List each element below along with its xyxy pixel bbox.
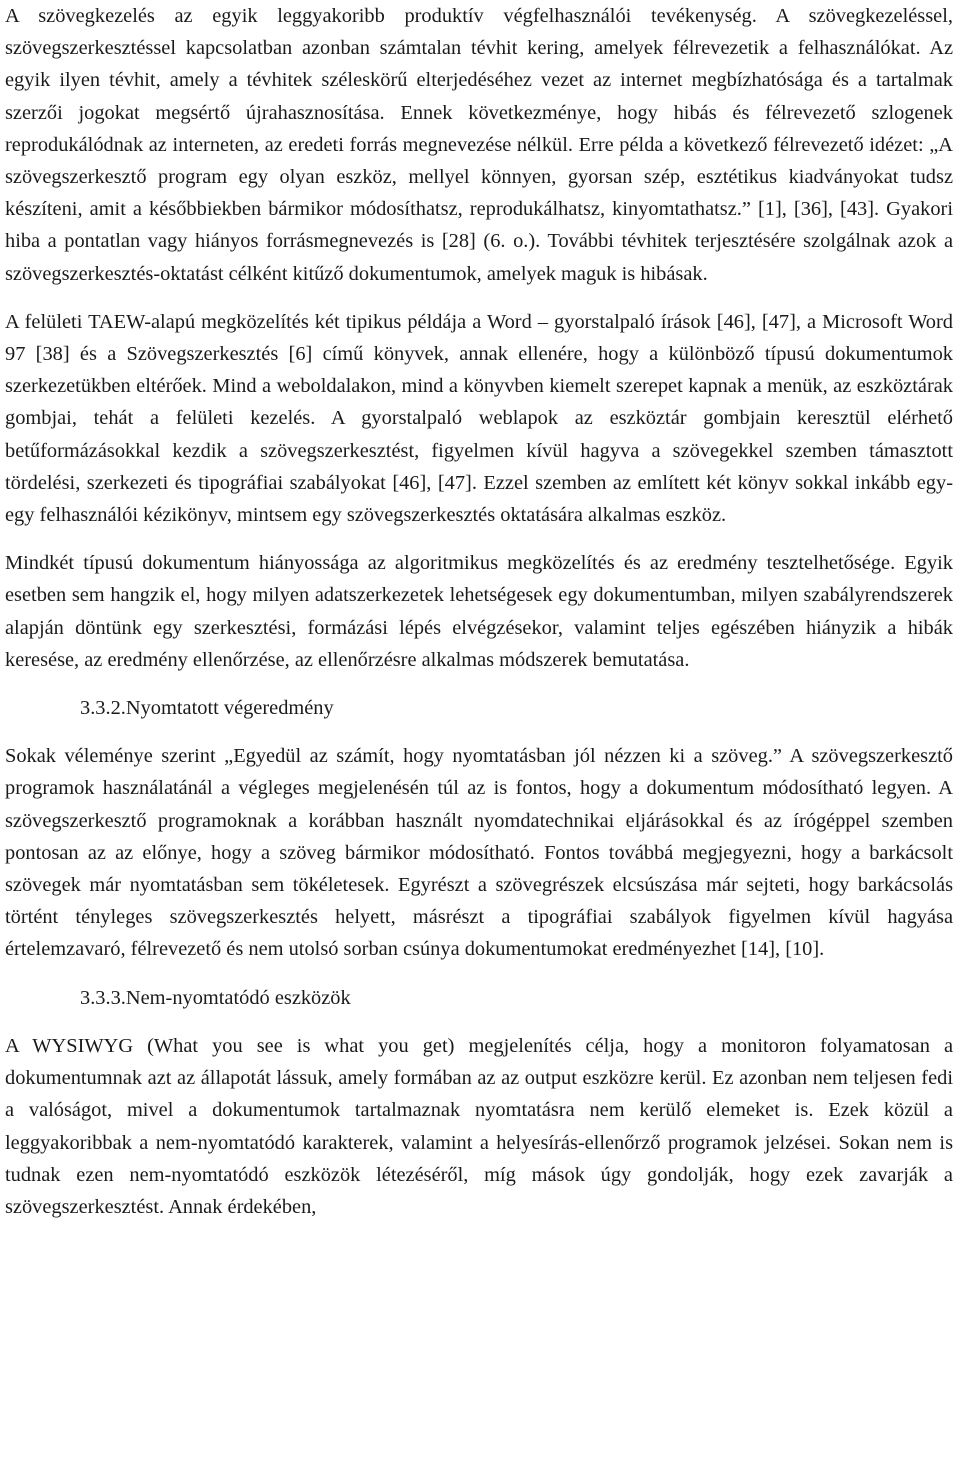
section-title: Nyomtatott végeredmény xyxy=(125,697,334,720)
paragraph-printed-result: Sokak véleménye szerint „Egyedül az számít, hogy nyomtatásban jól nézzen ki a szöveg.” A szövegszerkesztő programok használatánál a végleges megjelenésén túl az is fontos, hogy a dokumentum módosítható legyen. A szövegszerkesztő programoknak a korábban használt nyomdatechnikai eljárásokkal és az írógéppel szemben pontosan az az előnye, hogy a szöveg bármikor módosítható. Fontos továbbá megjegyezni, hogy a barkácsolt szövegek már nyomtatásban sem tökéletesek. Egyrészt a szövegrészek elcsúszása már sejteti, hogy barkácsolás történt tényleges szövegszerkesztés helyett, másrészt a tipográfiai szabályok figyelmen kívül hagyása értelemzavaró, félrevezető és nem utolsó sorban csúnya dokumentumokat eredményezhet [14], [10]. xyxy=(5,745,953,961)
section-number: 3.3.2. xyxy=(80,697,126,720)
paragraph-misconceptions: A szövegkezelés az egyik leggyakoribb produktív végfelhasználói tevékenység. A szövegkezeléssel, szövegszerkesztéssel kapcsolatban azonban számtalan tévhit kering, amelyek félrevezetik a felhasználókat. Az egyik ilyen tévhit, amely a tévhitek széleskörű elterjedéséhez vezet az internet megbízhatósága és a tartalmak szerzői jogokat megsértő újrahasznosítása. Ennek következménye, hogy hibás és félrevezető szlogenek reprodukálódnak az interneten, az eredeti forrás megnevezése nélkül. Erre példa a következő félrevezető idézet: „A szövegszerkesztő program egy olyan eszköz, mellyel könnyen, gyorsan szép, esztétikus kiadványokat tudsz készíteni, amit a későbbiekben bármikor módosíthatsz, reprodukálhatsz, kinyomtathatsz.” [1], [36], [43]. Gyakori hiba a pontatlan vagy hiányos forrásmegnevezés is [28] (6. o.). További tévhitek terjesztésére szolgálnak azok a szövegszerkesztés-oktatást célként kitűző dokumentumok, amelyek maguk is hibásak. xyxy=(5,5,953,285)
section-number: 3.3.3. xyxy=(80,986,126,1009)
section-heading-printed-result xyxy=(5,692,960,724)
paragraph-taew-approach: A felületi TAEW-alapú megközelítés két tipikus példája a Word – gyorstalpaló írások [46], [47], a Microsoft Word 97 [38] és a Szövegszerkesztés [6] című könyvek, annak ellenére, hogy a különböző típusú dokumentumok szerkezetükben eltérőek. Mind a weboldalakon, mind a könyvben kiemelt szerepet kapnak a menük, az eszköztárak gombjai, tehát a felületi kezelés. A gyorstalpaló weblapok az eszköztár gombjain keresztül elérhető betűformázásokkal kezdik a szövegszerkesztést, figyelmen kívül hagyva a szövegekkel szemben támasztott tördelési, szerkezeti és tipográfiai szabályokat [46], [47]. Ezzel szemben az említett két könyv sokkal inkább egy-egy felhasználói kézikönyv, mintsem egy szövegszerkesztés oktatására alkalmas eszköz. xyxy=(5,310,953,527)
paragraph-wysiwyg: A WYSIWYG (What you see is what you get) megjelenítés célja, hogy a monitoron folyamatosan a dokumentumnak azt az állapotát lássuk, amely formában az az output eszközre kerül. Ez azonban nem teljesen fedi a valóságot, mivel a dokumentumok tartalmaznak nyomtatásra nem kerülő elemeket is. Ezek közül a leggyakoribbak a nem-nyomtatódó karakterek, valamint a helyesírás-ellenőrző programok jelzései. Sokan nem is tudnak ezen nem-nyomtatódó eszközök létezéséről, míg mások úgy gondolják, hogy ezek zavarják a szövegszerkesztést. Annak érdekében, xyxy=(5,1034,953,1218)
section-heading-non-printing-tools xyxy=(5,982,960,1014)
paragraph-shortcomings: Mindkét típusú dokumentum hiányossága az algoritmikus megközelítés és az eredmény tesztelhetősége. Egyik esetben sem hangzik el, hogy milyen adatszerkezetek lehetségesek egy dokumentumban, milyen szabályrendszerek alapján döntünk egy szerkesztési, formázási lépés elvégzésekor, valamint teljes egészében hiányzik a hibák keresése, az eredmény ellenőrzése, az ellenőrzésre alkalmas módszerek bemutatása. xyxy=(5,552,953,671)
section-title: Nem-nyomtatódó eszközök xyxy=(125,986,351,1009)
